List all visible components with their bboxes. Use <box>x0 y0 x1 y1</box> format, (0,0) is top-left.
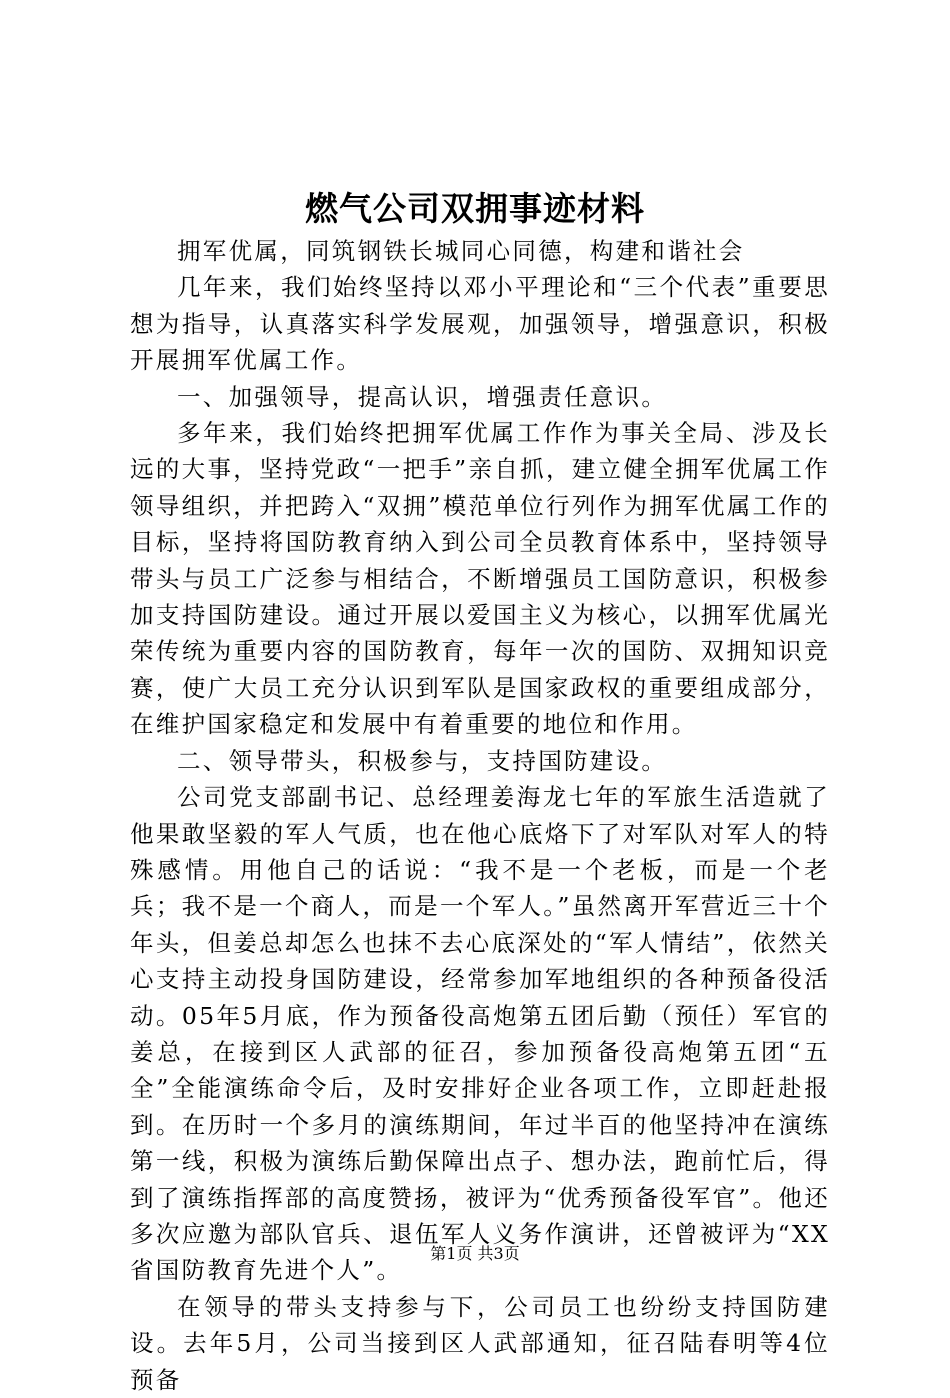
section-heading-2: 二、领导带头，积极参与，支持国防建设。 <box>177 746 668 775</box>
page-footer: 第1页 共3页 <box>430 1244 520 1263</box>
paragraph-subtitle: 拥军优属，同筑钢铁长城同心同德，构建和谐社会 <box>177 237 745 265</box>
paragraph-continued: 在领导的带头支持参与下，公司员工也纷纷支持国防建设。去年5月，公司当接到区人武部通知，征召陆春明等4位预备 <box>130 1292 830 1394</box>
paragraph-section-2: 公司党支部副书记、总经理姜海龙七年的军旅生活造就了他果敢坚毅的军人气质，也在他心底烙下了对军队对军人的特殊感情。用他自己的话说：“我不是一个老板，而是一个老兵；我不是一个商人，而是一个军人。”虽然离开军营近三十个年头，但姜总却怎么也抹不去心底深处的“军人情结”，依然关心支持主动投身国防建设，经常参加军地组织的各种预备役活动。05年5月底，作为预备役高炮第五团后勤（预任）军官的姜总，在接到区人武部的征召，参加预备役高炮第五团“五全”全能演练命令后，及时安排好企业各项工作，立即赶赴报到。在历时一个多月的演练期间，年过半百的他坚持冲在演练第一线，积极为演练后勤保障出点子、想办法，跑前忙后，得到了演练指挥部的高度赞扬，被评为“优秀预备役军官”。他还多次应邀为部队官兵、退伍军人义务作演讲，还曾被评为“XX省国防教育先进个人”。 <box>130 783 830 1285</box>
document-body <box>130 233 830 1398</box>
paragraph-section-1: 多年来，我们始终把拥军优属工作作为事关全局、涉及长远的大事，坚持党政“一把手”亲自抓，建立健全拥军优属工作领导组织，并把跨入“双拥”模范单位行列作为拥军优属工作的目标，坚持将国防教育纳入到公司全员教育体系中，坚持领导带头与员工广泛参与相结合，不断增强员工国防意识，积极参加支持国防建设。通过开展以爱国主义为核心，以拥军优属光荣传统为重要内容的国防教育，每年一次的国防、双拥知识竞赛，使广大员工充分认识到军队是国家政权的重要组成部分，在维护国家稳定和发展中有着重要的地位和作用。 <box>130 419 830 739</box>
section-heading-1: 一、加强领导，提高认识，增强责任意识。 <box>177 382 668 411</box>
paragraph-intro: 几年来，我们始终坚持以邓小平理论和“三个代表”重要思想为指导，认真落实科学发展观，加强领导，增强意识，积极开展拥军优属工作。 <box>130 273 830 375</box>
document-title: 燃气公司双拥事迹材料 <box>305 189 645 228</box>
